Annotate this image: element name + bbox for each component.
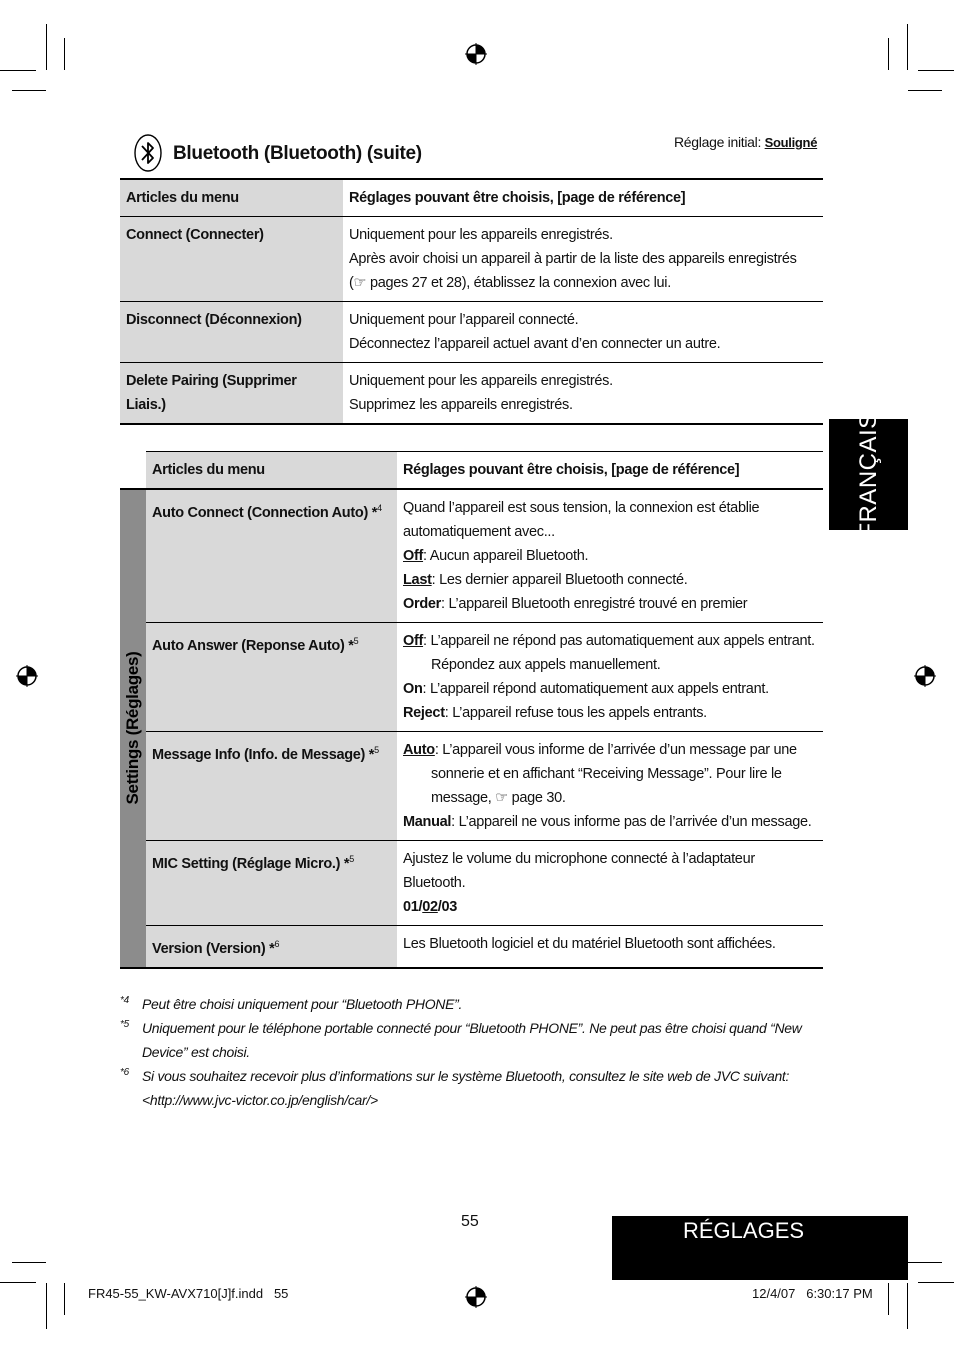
table-row bbox=[120, 302, 823, 363]
footnote-ref: 5 bbox=[374, 745, 379, 755]
option-key: Last bbox=[403, 572, 432, 588]
table-row bbox=[120, 489, 823, 623]
menu-item-label: Auto Connect (Connection Auto) * bbox=[152, 504, 378, 521]
table-row bbox=[120, 841, 823, 926]
crop-mark bbox=[908, 1262, 942, 1263]
menu-description bbox=[343, 302, 823, 363]
footnote-mark: *4 bbox=[120, 995, 129, 1006]
option-text: : L’appareil répond automatiquement aux appels entrant. bbox=[422, 681, 769, 697]
menu-item-auto-answer bbox=[146, 623, 397, 732]
menu-description bbox=[397, 732, 823, 841]
menu-description bbox=[397, 841, 823, 926]
menu-item-label: Message Info (Info. de Message) * bbox=[152, 746, 375, 763]
description-line: Après avoir choisi un appareil à partir de la liste des appareils enregistrés (☞ pages 27 et 28), établissez la connexion avec lui. bbox=[349, 251, 797, 291]
description-line: Déconnectez l’appareil actuel avant d’en connecter un autre. bbox=[349, 336, 721, 352]
footnote-ref: 5 bbox=[349, 854, 354, 864]
menu-table-1 bbox=[120, 178, 823, 425]
crop-mark bbox=[64, 1283, 65, 1315]
table-row bbox=[120, 926, 823, 968]
table-row bbox=[120, 217, 823, 302]
registration-mark-icon bbox=[465, 43, 487, 65]
footnotes bbox=[120, 992, 825, 1112]
option-line bbox=[403, 568, 817, 592]
menu-item-connect: Connect (Connecter) bbox=[120, 217, 343, 302]
menu-description bbox=[397, 623, 823, 732]
option-text: : L’appareil refuse tous les appels entrants. bbox=[444, 705, 707, 721]
description-line: Ajustez le volume du microphone connecté à l’adaptateur Bluetooth. bbox=[403, 851, 755, 891]
description-line: Uniquement pour les appareils enregistrés. bbox=[349, 373, 613, 389]
language-tab-label: FRANÇAIS bbox=[854, 411, 882, 538]
footnote bbox=[120, 992, 825, 1016]
menu-item-mic-setting bbox=[146, 841, 397, 926]
table-row bbox=[120, 732, 823, 841]
option-key: On bbox=[403, 681, 423, 697]
settings-side-label: Settings (Réglages) bbox=[123, 651, 142, 805]
menu-item-label: MIC Setting (Réglage Micro.) * bbox=[152, 855, 350, 872]
description-line: Uniquement pour les appareils enregistrés. bbox=[349, 227, 613, 243]
option-line bbox=[403, 738, 817, 810]
settings-side-band bbox=[120, 489, 146, 968]
description-line: Quand l’appareil est sous tension, la connexion est établie automatiquement avec... bbox=[403, 500, 760, 540]
registration-mark-icon bbox=[16, 665, 38, 687]
menu-description bbox=[397, 926, 823, 968]
mic-level-default: 02 bbox=[422, 899, 438, 915]
option-text: : L’appareil ne vous informe pas de l’arrivée d’un message. bbox=[451, 814, 812, 830]
description-line: Supprimez les appareils enregistrés. bbox=[349, 397, 573, 413]
footnote-mark: *6 bbox=[120, 1067, 129, 1078]
option-line bbox=[403, 701, 817, 725]
separator: / bbox=[418, 899, 423, 915]
crop-mark bbox=[0, 1282, 36, 1283]
footnote-ref: 4 bbox=[377, 503, 382, 513]
footnote-text: Uniquement pour le téléphone portable connecté pour “Bluetooth PHONE”. Ne peut pas être choisi quand “New Device” est choisi. bbox=[142, 1020, 802, 1060]
footnote-ref: 6 bbox=[274, 939, 280, 949]
option-line bbox=[403, 677, 817, 701]
option-text: : L’appareil vous informe de l’arrivée d’un message par une sonnerie et en affichant “Receiving Message”. Pour lire le message, ☞ page 30. bbox=[431, 742, 797, 806]
option-text: : L’appareil ne répond pas automatiquement aux appels entrant. Répondez aux appels manuellement. bbox=[423, 633, 815, 673]
column-header-settings: Réglages pouvant être choisis, [page de référence] bbox=[397, 452, 823, 490]
crop-mark bbox=[888, 38, 889, 70]
section-tab-label: RÉGLAGES bbox=[683, 1218, 805, 1243]
crop-mark bbox=[888, 1283, 889, 1315]
footnote bbox=[120, 1016, 825, 1064]
column-header-settings: Réglages pouvant être choisis, [page de référence] bbox=[343, 179, 823, 217]
column-header-items: Articles du menu bbox=[120, 179, 343, 217]
crop-mark bbox=[12, 90, 46, 91]
crop-mark bbox=[908, 90, 942, 91]
option-text: : Aucun appareil Bluetooth. bbox=[423, 548, 589, 564]
menu-description bbox=[397, 489, 823, 623]
column-header-items: Articles du menu bbox=[146, 452, 397, 490]
menu-item-version bbox=[146, 926, 397, 968]
crop-mark bbox=[918, 70, 954, 71]
footnote-text: Peut être choisi uniquement pour “Bluetooth PHONE”. bbox=[142, 996, 463, 1012]
menu-item-auto-connect bbox=[146, 489, 397, 623]
crop-mark bbox=[12, 1262, 46, 1263]
table-row bbox=[120, 623, 823, 732]
table-row bbox=[120, 363, 823, 425]
print-slug-date: 12/4/07 6:30:17 PM bbox=[752, 1286, 873, 1301]
mic-level-option: 03 bbox=[441, 899, 458, 915]
table-header-row bbox=[120, 179, 823, 217]
page-number: 55 bbox=[461, 1213, 479, 1230]
option-line bbox=[403, 629, 817, 677]
section-tab bbox=[612, 1216, 908, 1280]
menu-item-label: Version (Version) * bbox=[152, 940, 275, 957]
menu-description bbox=[343, 217, 823, 302]
option-line bbox=[403, 544, 817, 568]
description-line: Les Bluetooth logiciel et du matériel Bluetooth sont affichées. bbox=[403, 936, 776, 952]
option-text: : L’appareil Bluetooth enregistré trouvé en premier bbox=[441, 596, 748, 612]
description-line: Uniquement pour l’appareil connecté. bbox=[349, 312, 579, 328]
registration-mark-icon bbox=[465, 1286, 487, 1308]
crop-mark bbox=[46, 1283, 47, 1329]
initial-setting-label: Réglage initial: bbox=[674, 134, 762, 150]
crop-mark bbox=[907, 24, 908, 70]
option-key: Off bbox=[403, 633, 424, 649]
option-key: Order bbox=[403, 596, 441, 612]
crop-mark bbox=[0, 70, 36, 71]
menu-table-2 bbox=[120, 451, 823, 969]
footnote-ref: 5 bbox=[353, 636, 359, 646]
option-key: Manual bbox=[403, 814, 452, 830]
crop-mark bbox=[46, 24, 47, 70]
option-line bbox=[403, 810, 817, 834]
initial-setting-value: Souligné bbox=[764, 135, 818, 150]
table-corner bbox=[120, 452, 146, 490]
menu-item-disconnect: Disconnect (Déconnexion) bbox=[120, 302, 343, 363]
footnote-mark: *5 bbox=[120, 1019, 129, 1030]
crop-mark bbox=[64, 38, 65, 70]
menu-item-label: Auto Answer (Reponse Auto) * bbox=[152, 637, 354, 654]
option-line bbox=[403, 592, 817, 616]
menu-description bbox=[343, 363, 823, 425]
registration-mark-icon bbox=[914, 665, 936, 687]
crop-mark bbox=[918, 1282, 954, 1283]
crop-mark bbox=[907, 1283, 908, 1329]
menu-item-delete-pairing: Delete Pairing (Supprimer Liais.) bbox=[120, 363, 343, 425]
page-heading: Bluetooth (Bluetooth) (suite) bbox=[173, 143, 422, 164]
separator: / bbox=[437, 899, 442, 915]
bluetooth-icon bbox=[132, 133, 164, 173]
footnote-text: Si vous souhaitez recevoir plus d’informations sur le système Bluetooth, consultez le site web de JVC suivant: <http://www.jvc-victor.co.jp/english/car/> bbox=[142, 1068, 790, 1108]
language-tab bbox=[829, 411, 908, 538]
option-key: Auto bbox=[403, 742, 435, 758]
option-key: Reject bbox=[403, 705, 445, 721]
option-key: Off bbox=[403, 548, 424, 564]
mic-levels bbox=[403, 895, 817, 919]
initial-setting-note bbox=[674, 134, 817, 150]
table-header-row bbox=[120, 452, 823, 490]
mic-level-option: 01 bbox=[403, 899, 419, 915]
menu-item-message-info bbox=[146, 732, 397, 841]
option-text: : Les dernier appareil Bluetooth connecté. bbox=[431, 572, 688, 588]
footnote bbox=[120, 1064, 825, 1112]
print-slug-file: FR45-55_KW-AVX710[J]f.indd 55 bbox=[88, 1286, 289, 1301]
